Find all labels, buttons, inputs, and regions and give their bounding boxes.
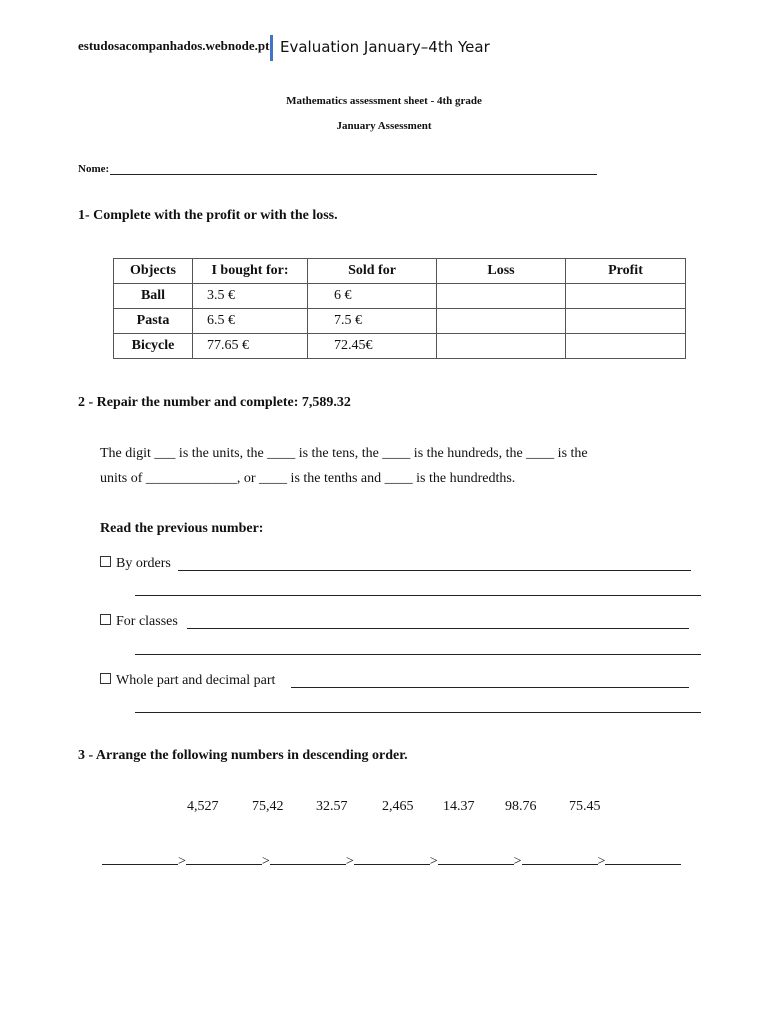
name-field-line[interactable] (110, 174, 597, 175)
number-item: 4,527 (187, 799, 219, 814)
header-bought: I bought for: (193, 259, 308, 284)
answer-blank[interactable] (102, 852, 178, 865)
answer-line[interactable] (291, 687, 689, 688)
cell-profit-input[interactable] (566, 284, 686, 309)
cell-bought: 3.5 € (193, 284, 308, 309)
cell-loss-input[interactable] (437, 284, 566, 309)
question-2-line-2: units of _____________, or ____ is the tenths and ____ is the hundredths. (100, 471, 516, 486)
number-item: 32.57 (316, 799, 348, 814)
cell-bought: 6.5 € (193, 309, 308, 334)
answer-line[interactable] (187, 628, 689, 629)
answer-line[interactable] (135, 595, 701, 596)
bullet-label: Whole part and decimal part (116, 673, 276, 688)
checkbox-icon[interactable] (100, 556, 111, 567)
answer-line[interactable] (178, 570, 691, 571)
greater-than-sign: > (261, 854, 270, 869)
greater-than-sign: > (345, 854, 354, 869)
table-row (114, 309, 686, 334)
cell-object: Pasta (114, 309, 193, 334)
cell-loss-input[interactable] (437, 309, 566, 334)
header-sold: Sold for (308, 259, 437, 284)
sheet-subtitle: January Assessment (336, 120, 432, 132)
header-divider (270, 35, 273, 61)
cell-object: Ball (114, 284, 193, 309)
checkbox-icon[interactable] (100, 614, 111, 625)
question-3-title: 3 - Arrange the following numbers in descending order. (78, 748, 408, 763)
descending-order-answer (102, 852, 681, 870)
answer-blank[interactable] (522, 852, 598, 865)
cell-object: Bicycle (114, 334, 193, 359)
answer-line[interactable] (135, 712, 701, 713)
bullet-label: By orders (116, 556, 171, 571)
cell-bought: 77.65 € (193, 334, 308, 359)
number-item: 75.45 (569, 799, 601, 814)
greater-than-sign: > (178, 854, 186, 869)
answer-line[interactable] (135, 654, 701, 655)
number-item: 2,465 (382, 799, 414, 814)
profit-loss-table (113, 258, 686, 359)
number-item: 75,42 (252, 799, 284, 814)
answer-blank[interactable] (186, 852, 262, 865)
table-row (114, 334, 686, 359)
header-profit: Profit (566, 259, 686, 284)
table-header-row (114, 259, 686, 284)
answer-blank[interactable] (270, 852, 346, 865)
read-number-label: Read the previous number: (100, 521, 264, 536)
name-label: Nome: (78, 163, 110, 175)
number-item: 98.76 (505, 799, 537, 814)
site-url: estudosacompanhados.webnode.pt (78, 38, 270, 53)
header-loss: Loss (437, 259, 566, 284)
greater-than-sign: > (429, 854, 438, 869)
cell-sold: 6 € (308, 284, 437, 309)
evaluation-heading: Evaluation January–4th Year (280, 38, 490, 56)
cell-profit-input[interactable] (566, 334, 686, 359)
cell-profit-input[interactable] (566, 309, 686, 334)
answer-blank[interactable] (438, 852, 514, 865)
greater-than-sign: > (513, 854, 522, 869)
cell-sold: 7.5 € (308, 309, 437, 334)
answer-blank[interactable] (605, 852, 681, 865)
cell-sold: 72.45€ (308, 334, 437, 359)
question-2-title: 2 - Repair the number and complete: 7,589.32 (78, 395, 351, 410)
bullet-for-classes (100, 614, 178, 630)
answer-blank[interactable] (354, 852, 430, 865)
table-row (114, 284, 686, 309)
greater-than-sign: > (597, 854, 606, 869)
cell-loss-input[interactable] (437, 334, 566, 359)
question-2-line-1: The digit ___ is the units, the ____ is the tens, the ____ is the hundreds, the ____ is the (100, 446, 588, 461)
bullet-whole-decimal (100, 673, 275, 689)
number-item: 14.37 (443, 799, 475, 814)
bullet-by-orders (100, 556, 171, 572)
question-1-title: 1- Complete with the profit or with the loss. (78, 208, 338, 223)
bullet-label: For classes (116, 614, 178, 629)
header-objects: Objects (114, 259, 193, 284)
sheet-title: Mathematics assessment sheet - 4th grade (286, 95, 482, 107)
checkbox-icon[interactable] (100, 673, 111, 684)
